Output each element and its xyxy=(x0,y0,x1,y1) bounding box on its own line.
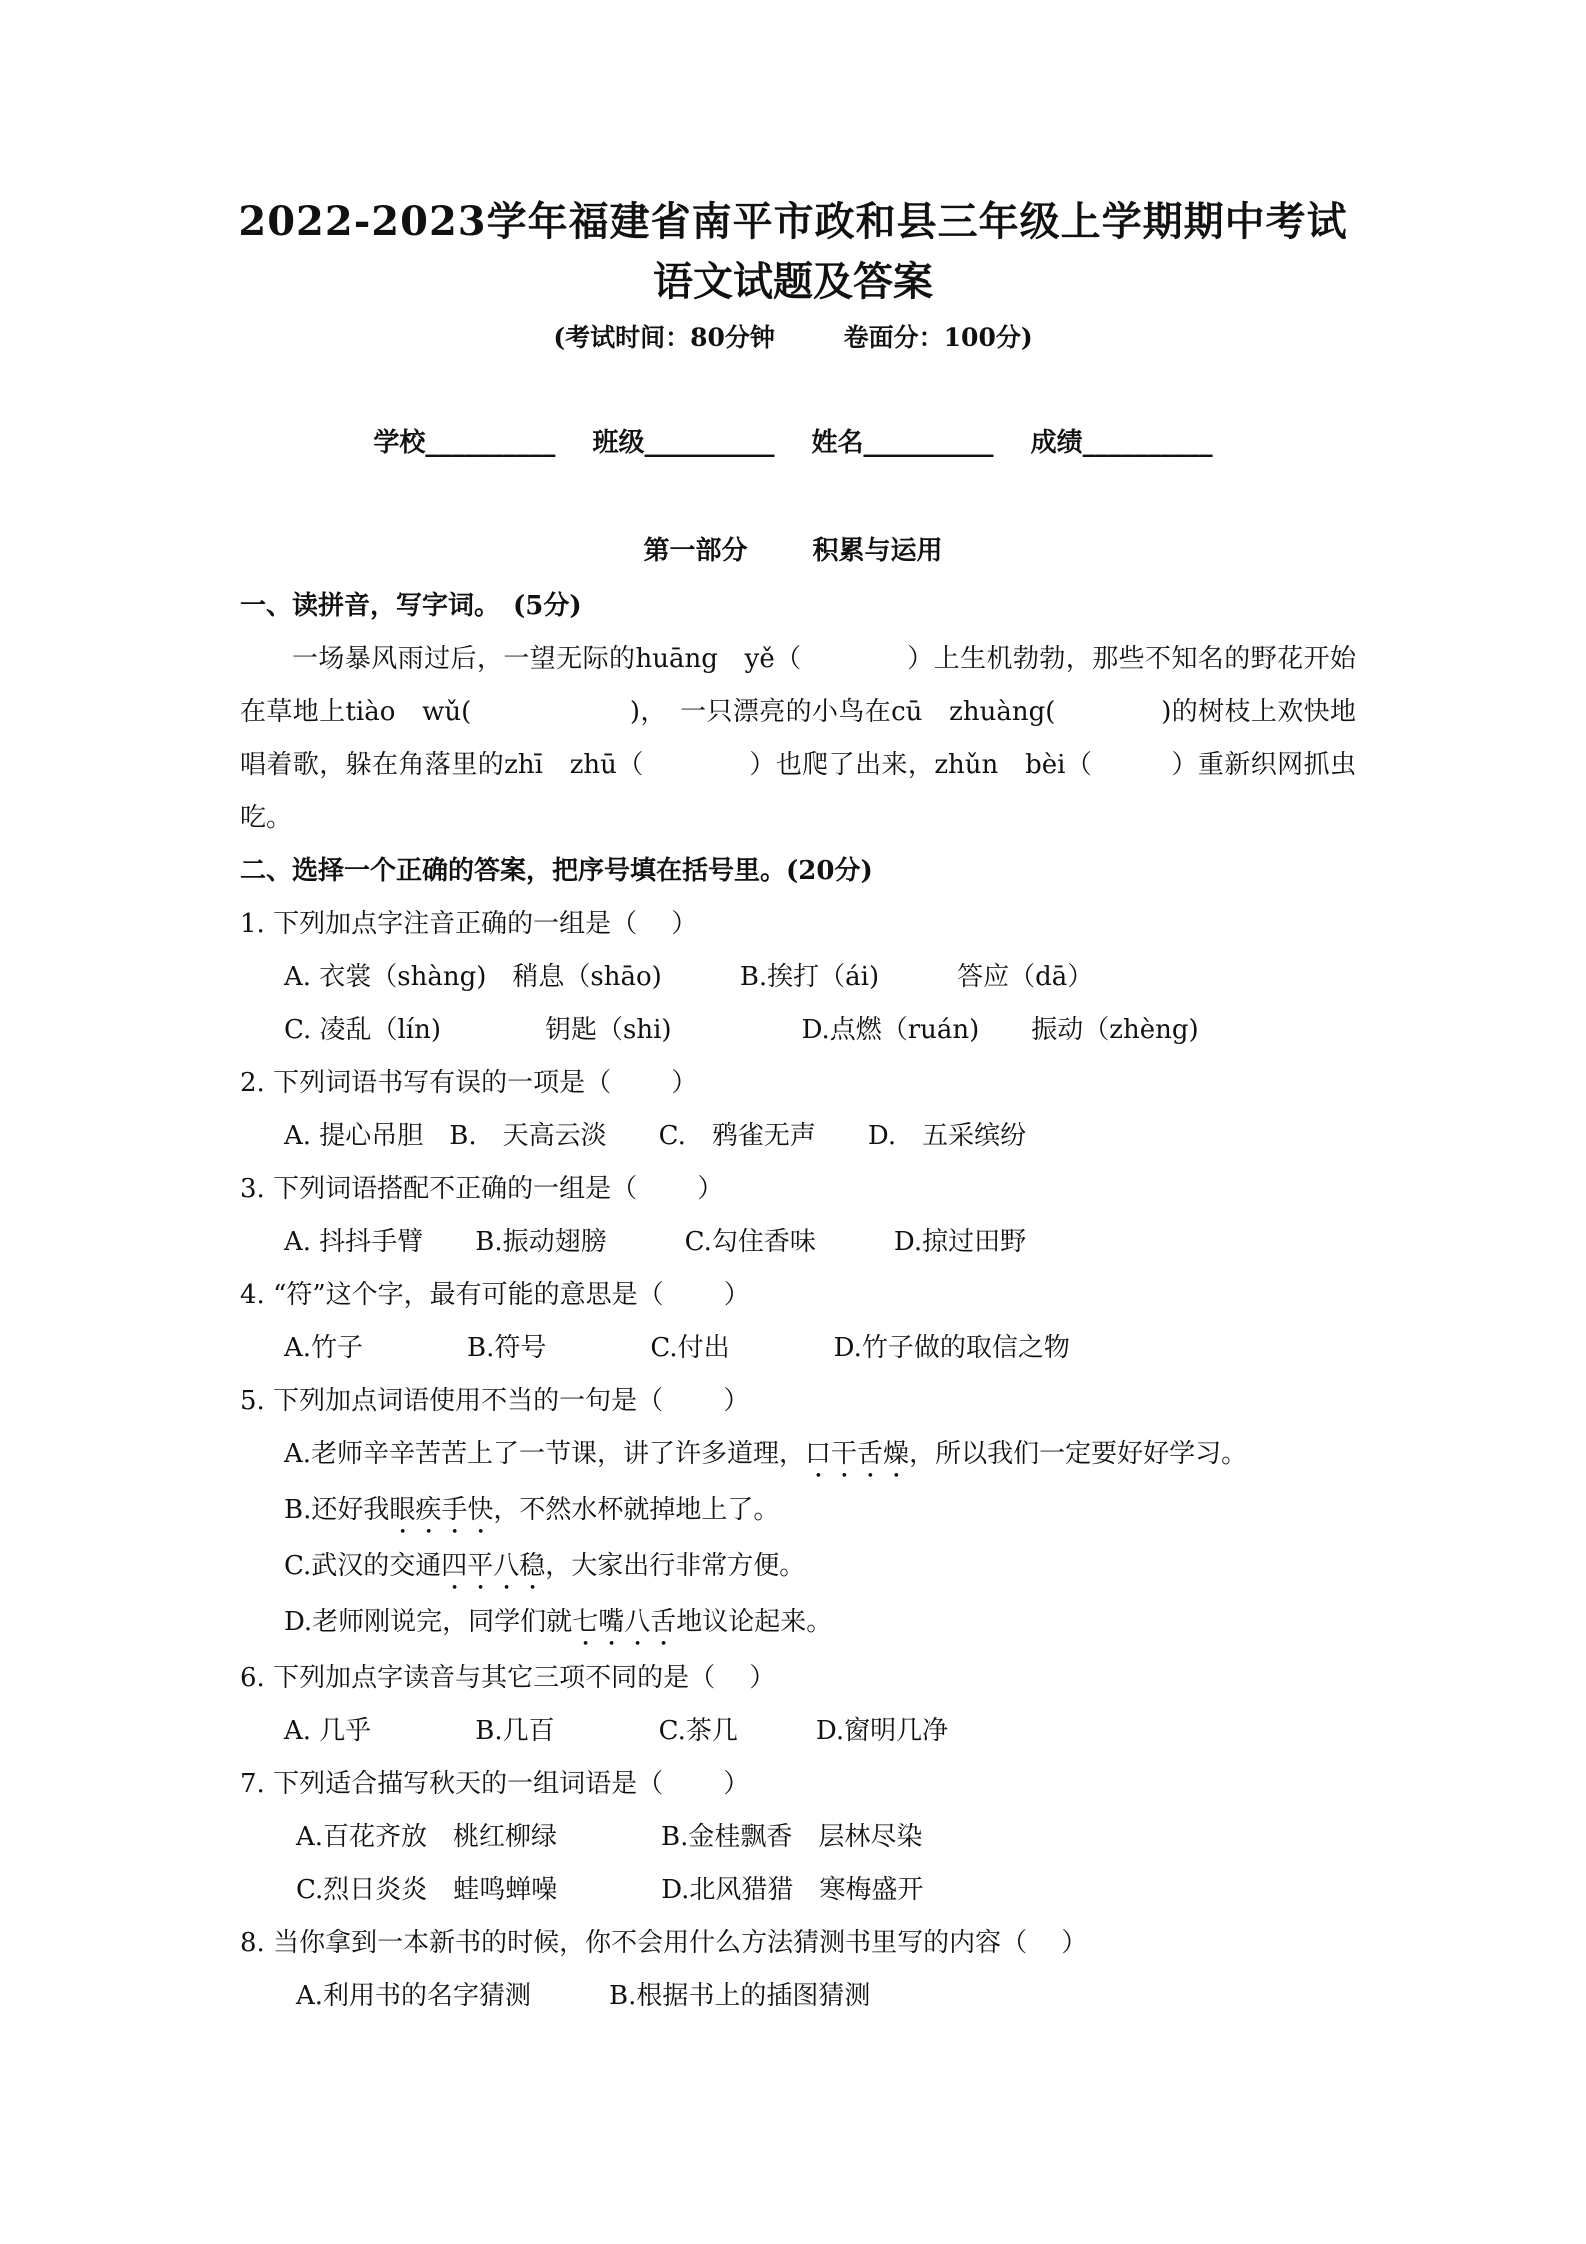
option-text: ，所以我们一定要好好学习。 xyxy=(909,1439,1248,1469)
question-6-stem: 6. 下列加点字读音与其它三项不同的是（ ） xyxy=(240,1663,776,1693)
question-2-options: A. 提心吊胆 B. 天高云淡 C. 鸦雀无声 D. 五采缤纷 xyxy=(284,1121,1027,1151)
section2-heading: 二、选择一个正确的答案，把序号填在括号里。(20分) xyxy=(240,856,873,886)
option-text: ，大家出行非常方便。 xyxy=(545,1551,806,1581)
section1-heading: 一、读拼音，写字词。 (5分) xyxy=(240,591,582,621)
question-7-options-row1: A.百花齐放 桃红柳绿 B.金桂飘香 层林尽染 xyxy=(296,1822,923,1852)
class-field: 班级__________ xyxy=(592,428,775,458)
total-score: 卷面分：100分) xyxy=(843,323,1033,352)
question-8-stem: 8. 当你拿到一本新书的时候，你不会用什么方法猜测书里写的内容（ ） xyxy=(240,1928,1088,1958)
question-3-stem: 3. 下列词语搭配不正确的一组是（ ） xyxy=(240,1174,724,1204)
exam-time: (考试时间：80分钟 xyxy=(553,323,775,352)
dotted-phrase: 七嘴八舌 xyxy=(572,1607,677,1637)
question-8-options: A.利用书的名字猜测 B.根据书上的插图猜测 xyxy=(296,1981,871,2011)
question-3-options: A. 抖抖手臂 B.振动翅膀 C.勾住香味 D.掠过田野 xyxy=(284,1227,1027,1257)
question-5-option-d xyxy=(240,1596,1356,1652)
question-1-options-row2: C. 凌乱（lín) 钥匙（shi) D.点燃（ruán) 振动（zhèng) xyxy=(284,1015,1199,1045)
exam-title-line1: 2022-2023学年福建省南平市政和县三年级上学期期中考试 xyxy=(238,198,1348,245)
question-7-stem: 7. 下列适合描写秋天的一组词语是（ ） xyxy=(240,1769,750,1799)
option-text: A.老师辛辛苦苦上了一节课，讲了许多道理， xyxy=(284,1439,806,1469)
part-heading xyxy=(0,530,1586,567)
exam-subtitle xyxy=(0,318,1586,354)
question-5-option-a xyxy=(240,1428,1356,1484)
section1-paragraph: 一场暴风雨过后，一望无际的huāng yě（ ）上生机勃勃，那些不知名的野花开始在草地上tiào wǔ( )， 一只漂亮的小鸟在cū zhuàng( )的树枝上欢快地唱着歌，躲在角落里的zhī zhū（ ）也爬了出来，zhǔn bèi（ ）重新织网抓虫吃。 xyxy=(240,644,1356,833)
question-5-option-c xyxy=(240,1540,1356,1596)
question-2-stem: 2. 下列词语书写有误的一项是（ ） xyxy=(240,1068,698,1098)
question-7-options-row2: C.烈日炎炎 蛙鸣蝉噪 D.北风猎猎 寒梅盛开 xyxy=(296,1875,924,1905)
option-text: ，不然水杯就掉地上了。 xyxy=(493,1495,780,1525)
question-5-option-b xyxy=(240,1484,1356,1540)
part-name: 积累与运用 xyxy=(812,536,943,566)
question-1-stem: 1. 下列加点字注音正确的一组是（ ） xyxy=(240,909,698,939)
option-text: 地议论起来。 xyxy=(676,1607,833,1637)
question-5-stem: 5. 下列加点词语使用不当的一句是（ ） xyxy=(240,1386,750,1416)
part-label: 第一部分 xyxy=(643,536,748,566)
exam-body xyxy=(240,580,1356,2023)
name-field: 姓名__________ xyxy=(811,428,994,458)
option-text: D.老师刚说完，同学们就 xyxy=(284,1607,573,1637)
dotted-phrase: 四平八稳 xyxy=(441,1551,546,1581)
question-1-options-row1: A. 衣裳（shàng) 稍息（shāo) B.挨打（ái) 答应（dā） xyxy=(284,962,1094,992)
exam-title-line2: 语文试题及答案 xyxy=(653,258,933,305)
school-field: 学校__________ xyxy=(373,428,556,458)
dotted-phrase: 口干舌燥 xyxy=(805,1439,910,1469)
option-text: B.还好我 xyxy=(284,1495,390,1525)
question-4-stem: 4. “符”这个字，最有可能的意思是（ ） xyxy=(240,1280,750,1310)
question-4-options: A.竹子 B.符号 C.付出 D.竹子做的取信之物 xyxy=(284,1333,1070,1363)
question-6-options: A. 几乎 B.几百 C.茶几 D.窗明几净 xyxy=(284,1716,949,1746)
option-text: C.武汉的交通 xyxy=(284,1551,442,1581)
student-info-line xyxy=(0,422,1586,459)
score-field: 成绩__________ xyxy=(1030,428,1213,458)
dotted-phrase: 眼疾手快 xyxy=(389,1495,494,1525)
